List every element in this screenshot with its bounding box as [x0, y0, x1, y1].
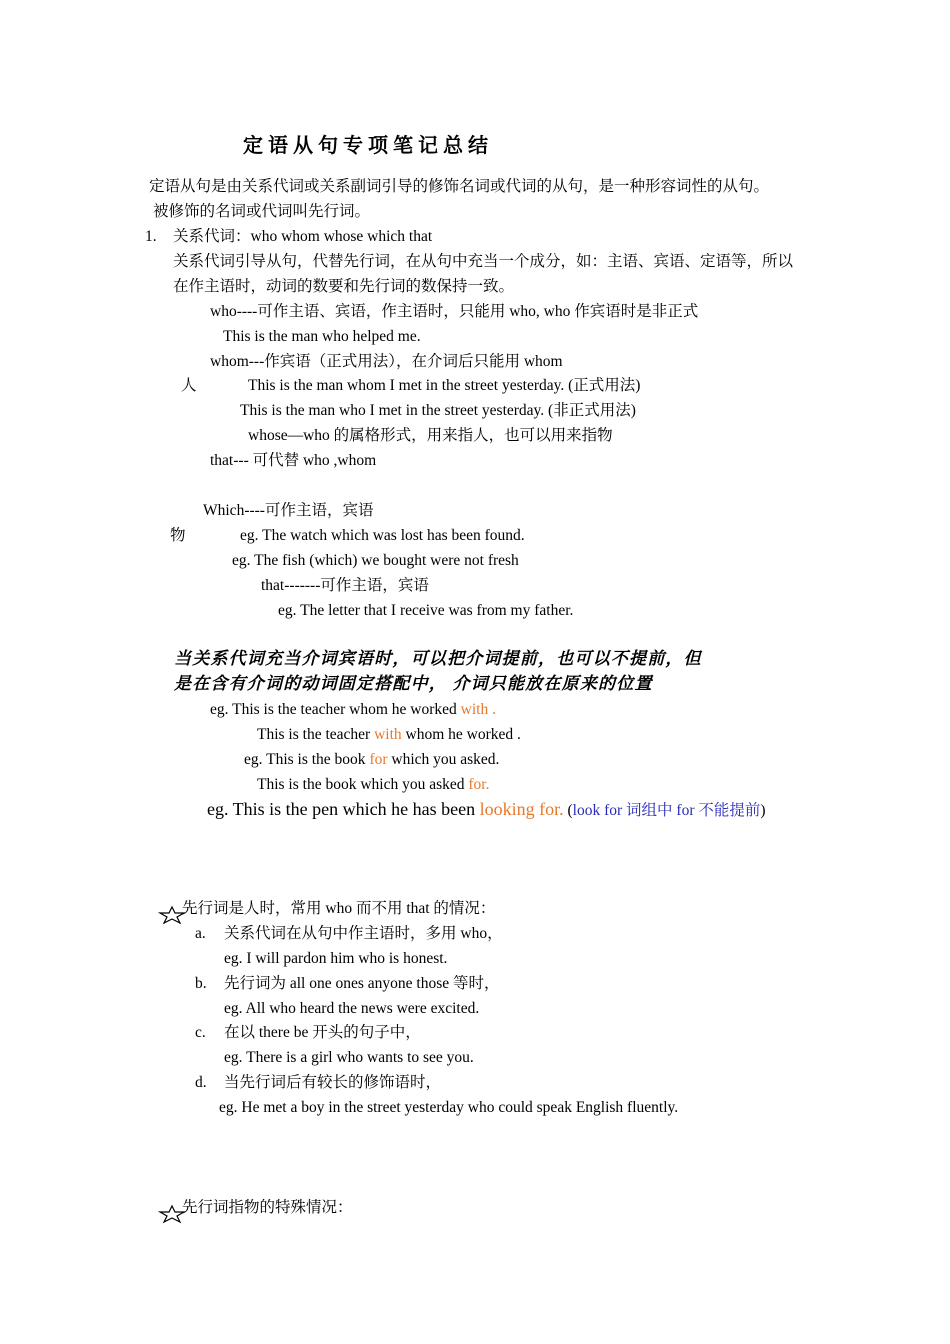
section-1-desc-1: 关系代词引导从句，代替先行词，在从句中充当一个成分，如：主语、宾语、定语等，所以 [173, 253, 794, 270]
that-rule: that--- 可代替 who ,whom [210, 452, 377, 469]
highlight-preposition: for. [468, 776, 490, 793]
who-rule: who----可作主语、宾语，作主语时，只能用 who, who 作宾语时是非正式 [210, 303, 699, 320]
highlight-preposition: with [374, 726, 402, 743]
whom-example-1: This is the man whom I met in the street yesterday. (正式用法) [248, 377, 641, 394]
list-item-text: 关系代词在从句中作主语时，多用 who， [224, 925, 503, 942]
intro-line-2: 被修饰的名词或代词叫先行词。 [153, 203, 371, 220]
who-example: This is the man who helped me. [223, 328, 421, 345]
prep-example-2: This is the teacher with whom he worked . [257, 726, 521, 743]
prep-example-4: This is the book which you asked for. [257, 776, 490, 793]
prep-example-1: eg. This is the teacher whom he worked with . [210, 701, 496, 718]
which-rule: Which----可作主语，宾语 [203, 502, 374, 519]
list-item-example: eg. He met a boy in the street yesterday who could speak English fluently. [219, 1099, 679, 1116]
list-item-example: eg. All who heard the news were excited. [224, 1000, 480, 1017]
list-item-example: eg. I will pardon him who is honest. [224, 950, 448, 967]
thing-special-heading: 先行词指物的特殊情况： [182, 1199, 353, 1216]
highlight-phrase: looking for. [479, 799, 564, 819]
list-item-marker: a. [195, 925, 206, 942]
whom-example-2: This is the man who I met in the street yesterday. (非正式用法) [240, 402, 636, 419]
page-title: 定语从句专项笔记总结 [243, 135, 493, 157]
who-not-that-heading: 先行词是人时，常用 who 而不用 that 的情况： [182, 900, 496, 917]
prep-example-3: eg. This is the book for which you asked. [244, 751, 500, 768]
highlight-preposition: for [369, 751, 388, 768]
list-item-marker: c. [195, 1024, 206, 1041]
preposition-note-line-1: 当关系代词充当介词宾语时，可以把介词提前，也可以不提前，但 [174, 649, 702, 668]
prep-example-5: eg. This is the pen which he has been looking for. (look for 词组中 for 不能提前) [207, 799, 766, 819]
whose-rule: whose—who 的属格形式，用来指人，也可以用来指物 [248, 427, 613, 444]
highlight-preposition: with . [460, 701, 496, 718]
section-1-heading: 关系代词：who whom whose which that [173, 228, 433, 245]
list-item-text: 当先行词后有较长的修饰语时， [224, 1074, 442, 1091]
whom-rule: whom---作宾语（正式用法），在介词后只能用 whom [210, 353, 563, 370]
section-1-number: 1. [145, 228, 157, 245]
list-item-text: 先行词为 all one ones anyone those 等时， [224, 975, 500, 992]
that-object-rule: that-------可作主语，宾语 [261, 577, 429, 594]
list-item-text: 在以 there be 开头的句子中， [224, 1024, 421, 1041]
preposition-note-line-2: 是在含有介词的动词固定搭配中， 介词只能放在原来的位置 [174, 674, 653, 693]
intro-line-1: 定语从句是由关系代词或关系副词引导的修饰名词或代词的从句，是一种形容词性的从句。 [149, 178, 770, 195]
which-example-1: eg. The watch which was lost has been found. [240, 527, 525, 544]
section-1-desc-2: 在作主语时，动词的数要和先行词的数保持一致。 [173, 278, 515, 295]
thing-label: 物 [170, 527, 186, 544]
that-object-example: eg. The letter that I receive was from my father. [278, 602, 574, 619]
list-item-marker: d. [195, 1074, 207, 1091]
which-example-2: eg. The fish (which) we bought were not fresh [232, 552, 519, 569]
list-item-example: eg. There is a girl who wants to see you. [224, 1049, 474, 1066]
phrase-note: look for 词组中 for 不能提前 [572, 802, 761, 819]
person-label: 人 [181, 377, 197, 394]
list-item-marker: b. [195, 975, 207, 992]
